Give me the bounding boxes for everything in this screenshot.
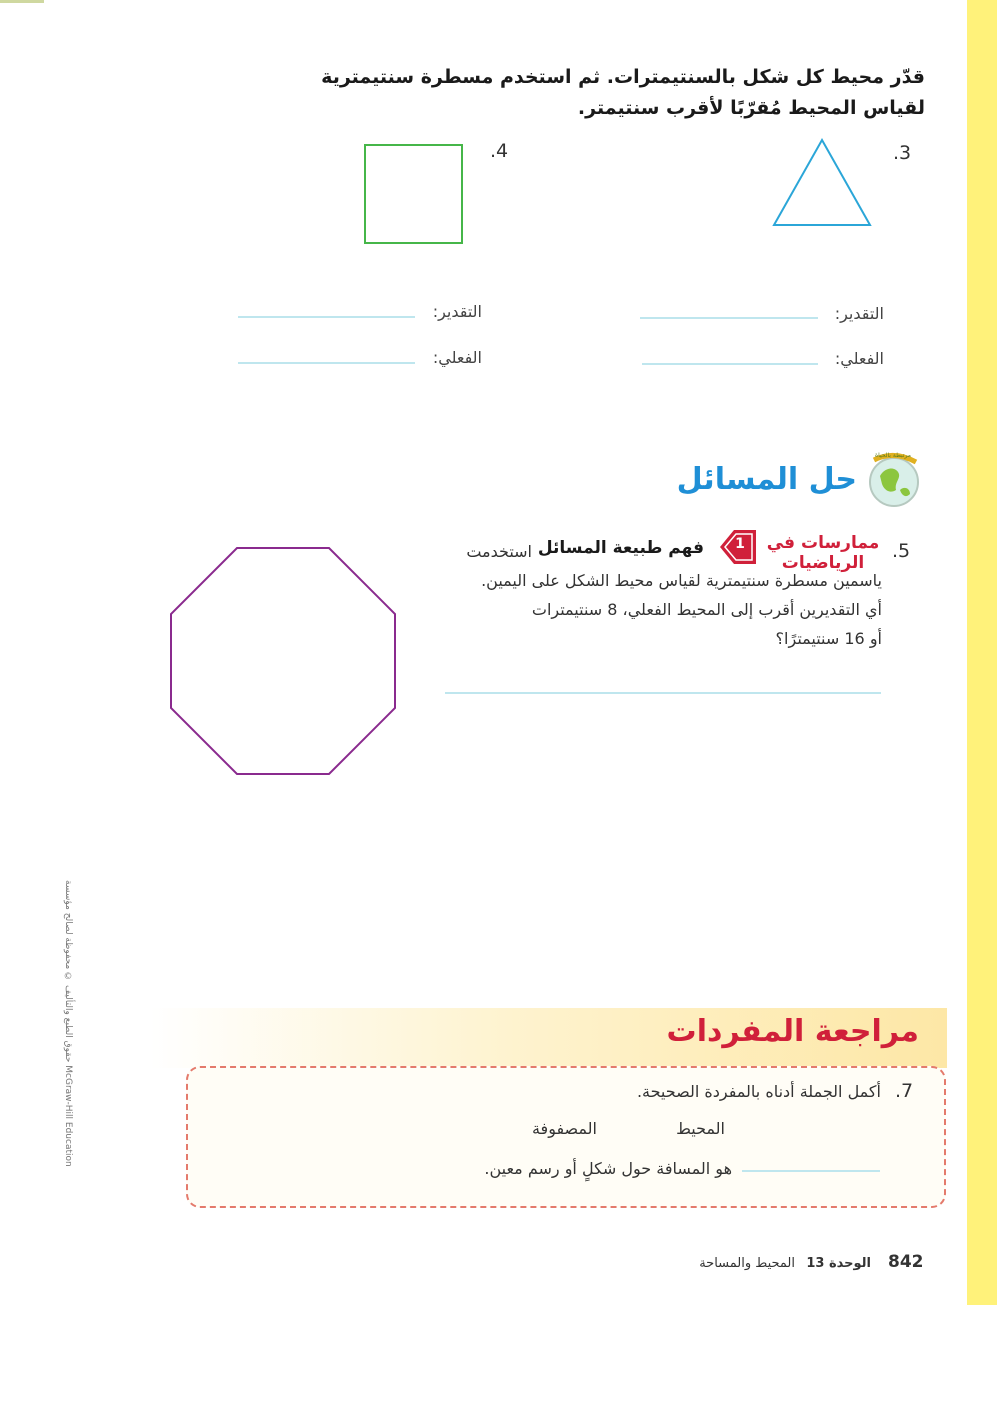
yellow-page-edge — [967, 0, 997, 1305]
exercise-5-number: .5 — [892, 540, 911, 562]
footer-unit: الوحدة 13 — [806, 1256, 871, 1271]
actual-label-4: الفعلي: — [432, 348, 482, 367]
vocab-answer-line[interactable] — [742, 1170, 880, 1172]
instructions-line-1: قدّر محيط كل شكل بالسنتيمترات. ثم استخدم مسطرة سنتيمترية — [321, 66, 925, 88]
exercise-7-number: .7 — [895, 1080, 914, 1102]
instructions-line-2: لقياس المحيط مُقرّبًا لأقرب سنتيمتر. — [577, 97, 925, 119]
estimate-answer-line-4[interactable] — [238, 316, 415, 318]
estimate-answer-line-3[interactable] — [640, 317, 818, 319]
estimate-label-4: التقدير: — [432, 302, 482, 321]
actual-answer-line-4[interactable] — [238, 362, 415, 364]
square-shape — [364, 144, 463, 244]
section-title-problem-solving: حل المسائل — [676, 462, 857, 497]
math-practice-name: فهم طبيعة المسائل — [537, 538, 704, 558]
problem-5-text — [412, 566, 882, 653]
vocab-word-array: المصفوفة — [531, 1119, 597, 1138]
page-corner-mark — [0, 0, 44, 3]
problem-5-text-start: استخدمت — [466, 542, 532, 561]
arrow-badge-number: 1 — [735, 536, 745, 552]
problem-5-line-4: أو 16 سنتيمترًا؟ — [775, 629, 882, 648]
problem-5-line-3: أي التقديرين أقرب إلى المحيط الفعلي، 8 سنتيمترات — [531, 600, 882, 619]
actual-label-3: الفعلي: — [834, 349, 884, 368]
vocab-word-perimeter: المحيط — [676, 1119, 725, 1138]
footer-unit-title: المحيط والمساحة — [699, 1256, 795, 1271]
problem-5-answer-line[interactable] — [445, 692, 881, 694]
exercise-4-number: .4 — [490, 140, 509, 162]
octagon-shape — [166, 544, 400, 778]
vocab-sentence: هو المسافة حول شكلٍ أو رسم معين. — [484, 1159, 732, 1178]
actual-answer-line-3[interactable] — [642, 363, 818, 365]
instructions — [245, 62, 925, 124]
exercise-3-number: .3 — [893, 142, 912, 164]
math-practice-label: ممارسات في الرياضيات — [766, 533, 880, 573]
page-number: 842 — [888, 1252, 924, 1272]
estimate-label-3: التقدير: — [834, 304, 884, 323]
section-title-vocab-review: مراجعة المفردات — [666, 1014, 919, 1049]
problem-5-line-2: ياسمين مسطرة سنتيمترية لقياس محيط الشكل على اليمين. — [481, 571, 882, 590]
copyright-text: حقوق الطبع والتأليف © محفوظة لصالح مؤسسة McGraw-Hill Education — [63, 880, 73, 1167]
vocab-instruction: أكمل الجملة أدناه بالمفردة الصحيحة. — [636, 1082, 881, 1101]
globe-caption: مرتبطة بالحياة — [874, 452, 912, 459]
triangle-shape — [770, 136, 874, 230]
